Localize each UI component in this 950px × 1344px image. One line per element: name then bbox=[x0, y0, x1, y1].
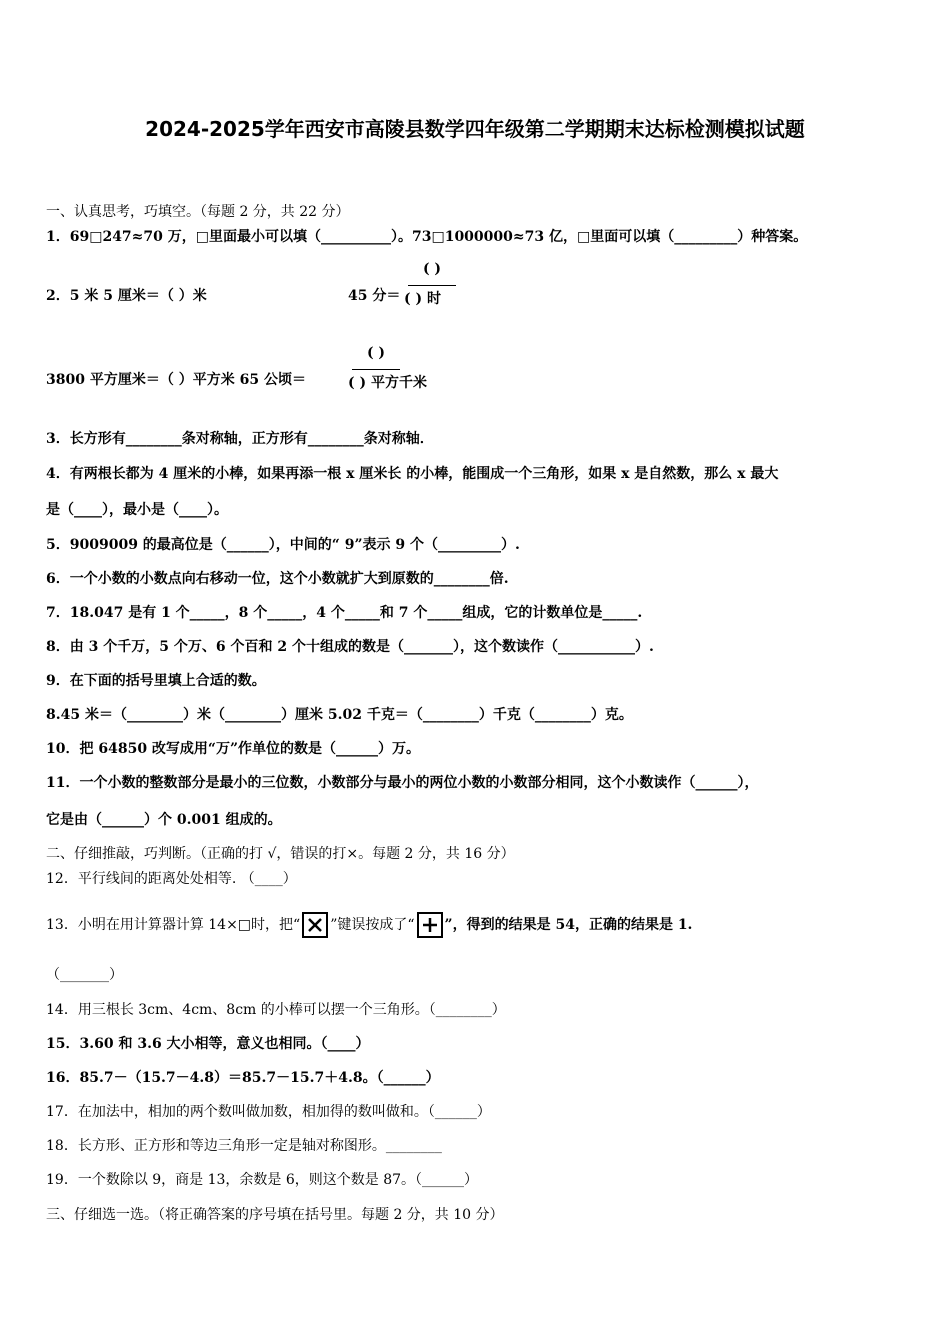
fraction-bar bbox=[352, 369, 400, 370]
question-11-line-1: 11．一个小数的整数部分是最小的三位数，小数部分与最小的两位小数的小数部分相同，这个小数读作（______）， bbox=[46, 775, 759, 791]
question-15: 15．3.60 和 3.6 大小相等，意义也相同。（____） bbox=[46, 1036, 370, 1052]
question-18: 18．长方形、正方形和等边三角形一定是轴对称图形。________ bbox=[46, 1138, 442, 1154]
question-5: 5．9009009 的最高位是（______），中间的“ 9”表示 9 个（_________）. bbox=[46, 537, 520, 553]
section-2-heading: 二、仔细推敲，巧判断。（正确的打 √，错误的打×。每题 2 分，共 16 分） bbox=[46, 846, 515, 862]
section-1-heading: 一、认真思考，巧填空。（每题 2 分，共 22 分） bbox=[46, 204, 350, 220]
fraction-sq-km bbox=[348, 345, 508, 395]
question-13-text-end: ”，得到的结果是 54，正确的结果是 1. bbox=[444, 917, 693, 933]
multiply-key-icon bbox=[302, 912, 328, 938]
question-13-text-middle: ”键误按成了“ bbox=[330, 917, 415, 933]
fraction-numerator: ( ) bbox=[366, 345, 386, 361]
question-4-line-2: 是（____），最小是（____）。 bbox=[46, 502, 228, 518]
question-13-answer-blank: （_______） bbox=[46, 967, 123, 983]
fraction-numerator: ( ) bbox=[422, 261, 442, 277]
fraction-denominator: ( ) 平方千米 bbox=[348, 375, 427, 391]
question-2-part-b: 45 分＝ bbox=[348, 288, 401, 304]
question-2-part-c: 3800 平方厘米＝（ ）平方米 65 公顷＝ bbox=[46, 372, 306, 388]
question-12: 12．平行线间的距离处处相等. （____） bbox=[46, 871, 297, 887]
question-10: 10．把 64850 改写成用“万”作单位的数是（______）万。 bbox=[46, 741, 421, 757]
question-8: 8．由 3 个千万，5 个万、6 个百和 2 个十组成的数是（_______），这个数读作（___________）. bbox=[46, 639, 654, 655]
question-9-fill: 8.45 米＝（________）米（________）厘米 5.02 千克＝（________）千克（________）克。 bbox=[46, 707, 633, 723]
page-title: 2024-2025学年西安市高陵县数学四年级第二学期期末达标检测模拟试题 bbox=[145, 117, 805, 141]
plus-key-icon bbox=[417, 912, 443, 938]
fraction-denominator: ( ) 时 bbox=[404, 291, 441, 307]
question-11-line-2: 它是由（______）个 0.001 组成的。 bbox=[46, 812, 282, 828]
question-1: 1．69□247≈70 万，□里面最小可以填（__________）。73□1000000≈73 亿，□里面可以填（_________）种答案。 bbox=[46, 229, 808, 245]
question-14: 14．用三根长 3cm、4cm、8cm 的小棒可以摆一个三角形。（________） bbox=[46, 1002, 506, 1018]
question-4-line-1: 4．有两根长都为 4 厘米的小棒，如果再添一根 x 厘米长 的小棒，能围成一个三角形，如果 x 是自然数，那么 x 最大 bbox=[46, 466, 779, 482]
question-16: 16．85.7－（15.7－4.8）＝85.7－15.7＋4.8。（______） bbox=[46, 1070, 440, 1086]
fraction-hours bbox=[404, 261, 534, 311]
question-9: 9．在下面的括号里填上合适的数。 bbox=[46, 673, 266, 689]
question-13 bbox=[46, 912, 692, 938]
question-6: 6．一个小数的小数点向右移动一位，这个小数就扩大到原数的________倍. bbox=[46, 571, 509, 587]
question-13-text-start: 13．小明在用计算器计算 14×□时，把“ bbox=[46, 917, 301, 933]
fraction-bar bbox=[408, 285, 456, 286]
question-3: 3．长方形有________条对称轴，正方形有________条对称轴． bbox=[46, 431, 434, 447]
question-19: 19．一个数除以 9，商是 13，余数是 6，则这个数是 87。（______） bbox=[46, 1172, 479, 1188]
question-7: 7．18.047 是有 1 个_____，8 个_____，4 个_____和 7 个_____组成，它的计数单位是_____. bbox=[46, 605, 643, 621]
question-17: 17．在加法中，相加的两个数叫做加数，相加得的数叫做和。（______） bbox=[46, 1104, 491, 1120]
section-3-heading: 三、仔细选一选。（将正确答案的序号填在括号里。每题 2 分，共 10 分） bbox=[46, 1207, 504, 1223]
question-2-part-a: 2．5 米 5 厘米＝（ ）米 bbox=[46, 288, 207, 304]
